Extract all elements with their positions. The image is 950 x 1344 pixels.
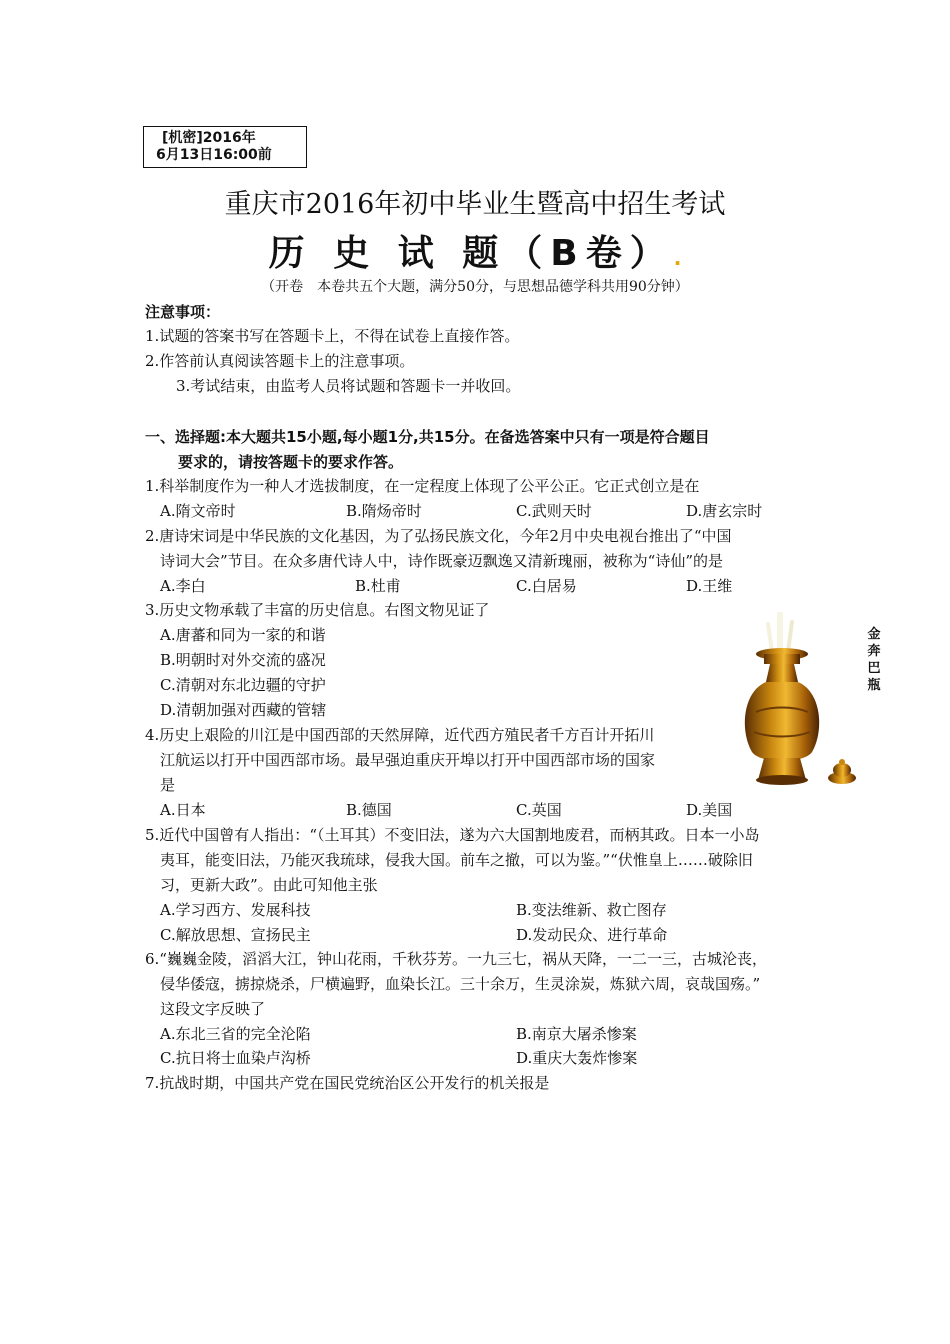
figure-caption-char-1: 金 [867,627,881,642]
question-5-option-c: C.解放思想、宣扬民主 [160,926,311,944]
question-6-stem-line-1: 6.“巍巍金陵，滔滔大江，钟山花雨，千秋芬芳。一九三七，祸从天降，一二一三，古城沦丧， [145,950,767,968]
exam-note: （开卷 本卷共五个大题，满分50分，与思想品德学科共用90分钟） [261,279,689,295]
notice-item-2: 2.作答前认真阅读答题卡上的注意事项。 [145,352,415,370]
question-1-option-a: A.隋文帝时 [160,502,236,520]
notice-item-1: 1.试题的答案书写在答题卡上，不得在试卷上直接作答。 [145,327,520,345]
question-2-stem-line-2: 诗词大会”节目。在众多唐代诗人中，诗作既豪迈飘逸又清新瑰丽，被称为“诗仙”的是 [160,552,724,570]
figure-caption-char-2: 奔 [867,644,881,659]
figure-caption-char-3: 巴 [867,661,881,676]
question-4-option-b: B.德国 [346,801,392,819]
question-6-stem-line-2: 侵华倭寇，掳掠烧杀，尸横遍野，血染长江。三十余万，生灵涂炭，炼狱六周，哀哉国殇。” [160,975,761,993]
question-3-option-c: C.清朝对东北边疆的守护 [160,676,326,694]
question-3-option-b: B.明朝时对外交流的盛况 [160,651,326,669]
question-2-option-c: C.白居易 [516,577,577,595]
question-5-option-b: B.变法维新、救亡图存 [516,901,667,919]
notice-item-3: 3.考试结束，由监考人员将试题和答题卡一并收回。 [176,377,521,395]
question-5-option-a: A.学习西方、发展科技 [160,901,311,919]
subject-title-text: 历 史 试 题（B卷） [268,233,674,274]
section-heading-line-2: 要求的，请按答题卡的要求作答。 [178,453,404,471]
section-heading-line-1: 一、选择题:本大题共15小题,每小题1分,共15分。在备选答案中只有一项是符合题目 [145,428,710,446]
figure-caption-char-4: 瓶 [867,678,881,693]
question-5-stem-line-2: 夷耳，能变旧法，乃能灭我琉球，侵我大国。前车之撤，可以为鉴。”“伏惟皇上……破除旧 [160,851,753,869]
confidential-line-2: 6月13日16:00前 [156,147,272,163]
notice-heading: 注意事项： [145,303,221,321]
question-1-stem: 1.科举制度作为一种人才选拔制度，在一定程度上体现了公平公正。它正式创立是在 [145,477,700,495]
question-2-stem-line-1: 2.唐诗宋词是中华民族的文化基因，为了弘扬民族文化，今年2月中央电视台推出了“中国 [145,527,732,545]
question-7-stem: 7.抗战时期，中国共产党在国民党统治区公开发行的机关报是 [145,1074,550,1092]
golden-vase-icon [736,612,862,792]
figure-caption [864,626,884,694]
question-1-option-c: C.武则天时 [516,502,592,520]
question-3-option-d: D.清朝加强对西藏的管辖 [160,701,327,719]
question-4-option-a: A.日本 [160,801,206,819]
question-1-option-d: D.唐玄宗时 [686,502,763,520]
decorative-dot: . [673,246,682,270]
question-5-stem-line-3: 习，更新大政”。由此可知他主张 [160,876,378,894]
question-5-stem-line-1: 5.近代中国曾有人指出：“（土耳其）不变旧法，遂为六大国割地废君，而柄其政。日本一小岛 [145,826,760,844]
question-3-option-a: A.唐蕃和同为一家的和谐 [160,626,326,644]
golden-vase-image [736,612,862,792]
question-4-option-d: D.美国 [686,801,733,819]
question-2-option-a: A.李白 [160,577,206,595]
question-4-option-c: C.英国 [516,801,562,819]
question-4-stem-line-2: 江航运以打开中国西部市场。最早强迫重庆开埠以打开中国西部市场的国家 [160,751,656,769]
question-6-option-b: B.南京大屠杀惨案 [516,1025,637,1043]
question-6-option-c: C.抗日将士血染卢沟桥 [160,1049,311,1067]
question-1-option-b: B.隋炀帝时 [346,502,422,520]
confidential-box [143,126,307,168]
question-4-stem-line-3: 是 [160,776,176,794]
question-6-option-a: A.东北三省的完全沦陷 [160,1025,311,1043]
question-3-stem: 3.历史文物承载了丰富的历史信息。右图文物见证了 [145,601,490,619]
question-2-option-b: B.杜甫 [355,577,401,595]
question-5-option-d: D.发动民众、进行革命 [516,926,668,944]
question-6-stem-line-3: 这段文字反映了 [160,1000,266,1018]
exam-title: 重庆市2016年初中毕业生暨高中招生考试 [224,189,726,220]
confidential-line-1: [机密]2016年 [162,130,256,146]
question-6-option-d: D.重庆大轰炸惨案 [516,1049,638,1067]
question-4-stem-line-1: 4.历史上艰险的川江是中国西部的天然屏障，近代西方殖民者千方百计开拓川 [145,726,655,744]
subject-title [0,225,950,276]
question-2-option-d: D.王维 [686,577,733,595]
